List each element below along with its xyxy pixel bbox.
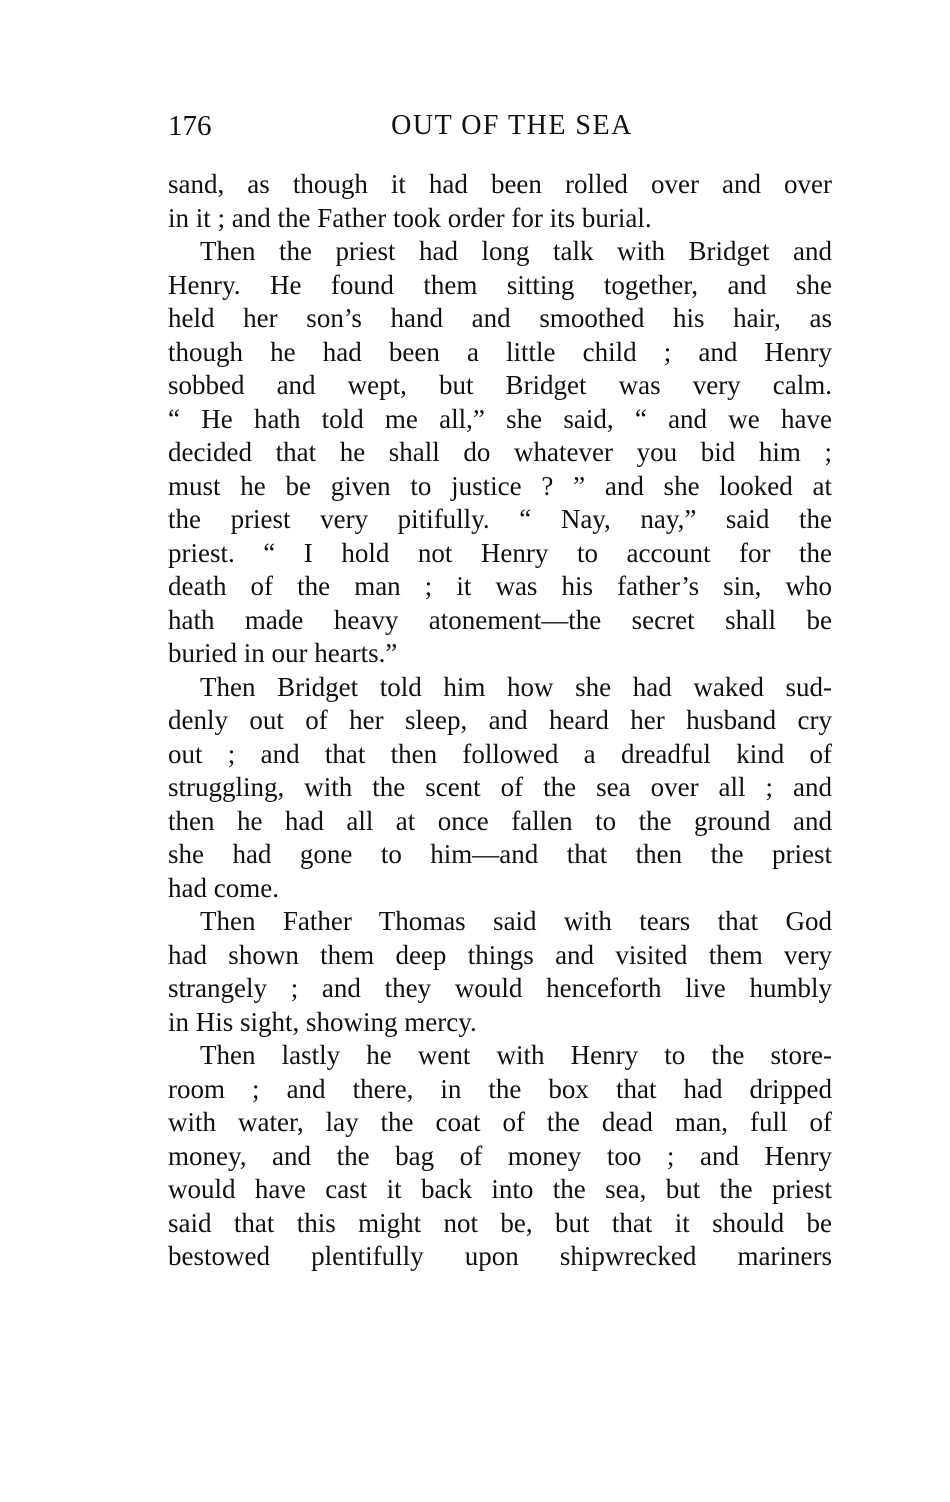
text-line: room ; and there, in the box that had dripped: [168, 1073, 832, 1104]
text-line: death of the man ; it was his father’s sin, who: [168, 571, 832, 601]
running-title: OUT OF THE SEA: [391, 110, 633, 141]
text-line: the priest very pitifully. “ Nay, nay,” said the: [168, 504, 832, 534]
text-line: sand, as though it had been rolled over and over: [168, 169, 832, 199]
text-line: in His sight, showing mercy.: [168, 1006, 477, 1037]
text-line: priest. “ I hold not Henry to account for the: [168, 537, 832, 568]
text-line: Then lastly he went with Henry to the store-: [200, 1040, 832, 1070]
text-line: in it ; and the Father took order for its burial.: [168, 202, 652, 233]
text-line: Then Bridget told him how she had waked sud-: [200, 671, 832, 702]
text-line: must he be given to justice ? ” and she looked at: [168, 470, 832, 501]
text-line: decided that he shall do whatever you bid him ;: [168, 437, 832, 467]
text-line: bestowed plentifully upon shipwrecked mariners: [168, 1241, 832, 1271]
text-line: money, and the bag of money too ; and Henry: [168, 1140, 832, 1171]
text-line: would have cast it back into the sea, but the priest: [168, 1174, 832, 1204]
text-line: had come.: [168, 872, 279, 903]
text-line: Henry. He found them sitting together, and she: [168, 269, 832, 300]
text-line: said that this might not be, but that it should be: [168, 1207, 832, 1238]
text-line: out ; and that then followed a dreadful kind of: [168, 738, 832, 769]
text-line: she had gone to him—and that then the priest: [168, 839, 832, 869]
text-line: struggling, with the scent of the sea over all ; and: [168, 772, 832, 802]
text-line: though he had been a little child ; and Henry: [168, 336, 832, 367]
text-line: “ He hath told me all,” she said, “ and we have: [168, 403, 832, 434]
text-line: with water, lay the coat of the dead man, full of: [168, 1107, 832, 1137]
text-line: hath made heavy atonement—the secret shall be: [168, 604, 832, 635]
text-line: Then the priest had long talk with Bridget and: [200, 236, 832, 266]
text-line: Then Father Thomas said with tears that God: [200, 906, 832, 936]
running-head: [168, 106, 832, 146]
page-number: 176: [168, 110, 212, 142]
text-line: sobbed and wept, but Bridget was very calm.: [168, 370, 832, 400]
text-line: had shown them deep things and visited them very: [168, 939, 832, 970]
body-text: [168, 168, 832, 1274]
text-line: held her son’s hand and smoothed his hair, as: [168, 303, 832, 333]
text-line: denly out of her sleep, and heard her husband cry: [168, 705, 832, 735]
text-line: then he had all at once fallen to the ground and: [168, 805, 832, 836]
text-line: strangely ; and they would henceforth live humbly: [168, 973, 832, 1003]
text-line: buried in our hearts.”: [168, 638, 398, 668]
